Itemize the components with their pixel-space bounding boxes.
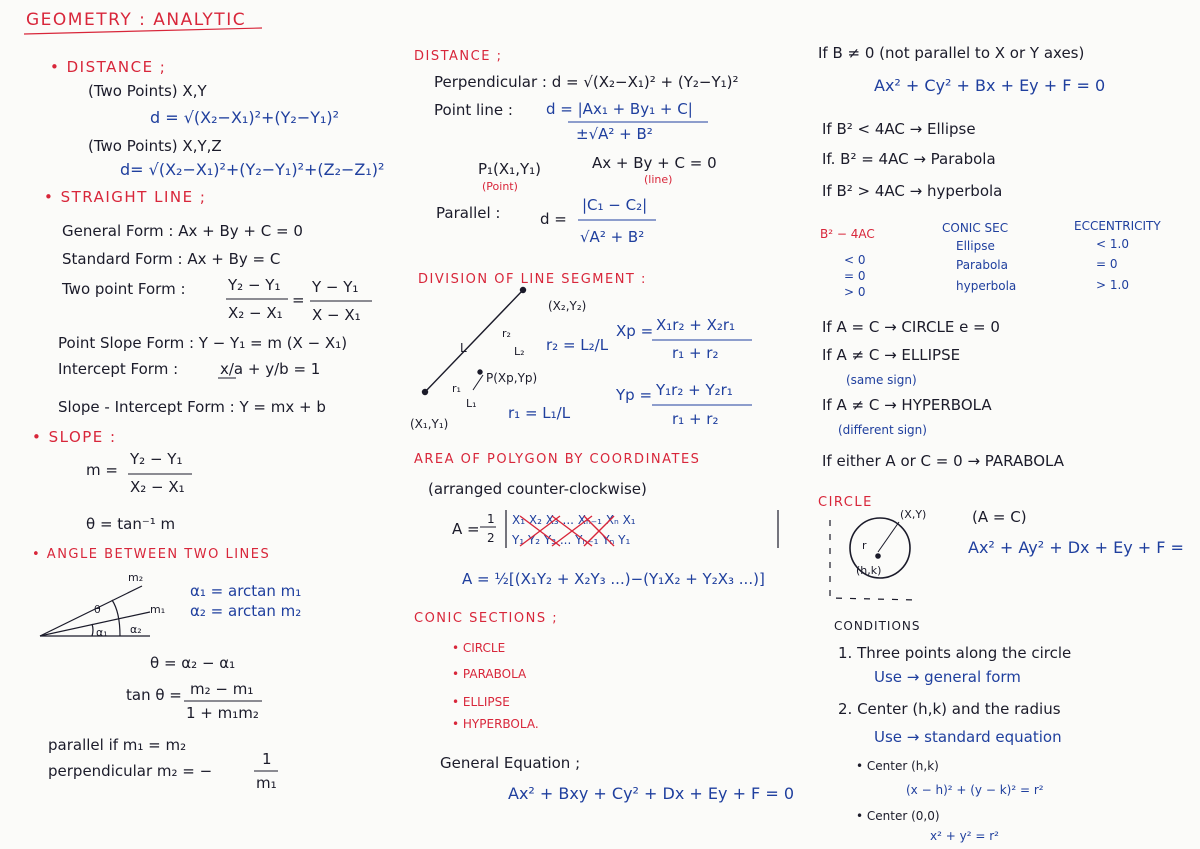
distance-2d-formula: d = √(X₂−X₁)²+(Y₂−Y₁)² — [150, 108, 340, 127]
segment-diagram — [423, 288, 526, 395]
discriminant-hyperbola: If B² > 4AC → hyperbola — [822, 182, 1003, 200]
general-form: General Form : Ax + By + C = 0 — [62, 222, 303, 240]
table-disc-row1: < 0 — [844, 253, 866, 267]
table-ecc-row1: < 1.0 — [1096, 237, 1129, 251]
circle-diagram — [830, 518, 918, 600]
intercept-form-eq: x/a + y/b = 1 — [220, 360, 321, 378]
table-disc-row2: = 0 — [844, 269, 866, 283]
distance-3d-formula: d= √(X₂−X₁)²+(Y₂−Y₁)²+(Z₂−Z₁)² — [120, 160, 385, 179]
line-note: (line) — [644, 173, 673, 186]
center-00-label: • Center (0,0) — [856, 809, 940, 823]
a-not-c-ellipse: If A ≠ C → ELLIPSE — [822, 346, 961, 364]
condition-1-use: Use → general form — [874, 668, 1021, 686]
point-line-den: ±√A² + B² — [576, 125, 653, 143]
line-equation: Ax + By + C = 0 — [592, 154, 717, 172]
segment-l: L — [460, 341, 467, 355]
line-m1 — [40, 612, 150, 639]
standard-form: Standard Form : Ax + By = C — [62, 250, 281, 268]
circle-heading: CIRCLE — [818, 495, 873, 510]
two-points-xy-label: (Two Points) X,Y — [88, 82, 207, 100]
label-alpha1: α₁ — [96, 626, 108, 639]
endpoint-2 — [521, 288, 526, 293]
discriminant-ellipse: If B² < 4AC → Ellipse — [822, 120, 976, 138]
slope-denominator: X₂ − X₁ — [130, 478, 185, 496]
two-point-form-label: Two point Form : — [62, 280, 186, 298]
table-disc-row3: > 0 — [844, 285, 866, 299]
two-point-lhs-den: X₂ − X₁ — [228, 304, 283, 322]
two-point-rhs-num: Y − Y₁ — [312, 278, 359, 296]
point-x1y1: (X₁,Y₁) — [410, 417, 449, 431]
segment-line — [425, 290, 523, 395]
r2-formula: r₂ = L₂/L — [546, 336, 609, 354]
conic-list-circle: • CIRCLE — [452, 641, 506, 655]
conic-sections-heading: CONIC SECTIONS ; — [414, 611, 559, 626]
area-a-label: A = — [452, 520, 480, 538]
point-p1: P₁(X₁,Y₁) — [478, 160, 541, 178]
title-underline — [24, 28, 262, 34]
center-hk-label: • Center (h,k) — [856, 759, 939, 773]
parallel-den: √A² + B² — [580, 228, 645, 246]
point-note: (Point) — [482, 180, 518, 193]
parallel-label: Parallel : — [436, 204, 501, 222]
a-not-c-hyperbola: If A ≠ C → HYPERBOLA — [822, 396, 992, 414]
yp-numerator: Y₁r₂ + Y₂r₁ — [656, 381, 733, 399]
parallel-num: |C₁ − C₂| — [582, 196, 648, 214]
point-slope-form: Point Slope Form : Y − Y₁ = m (X − X₁) — [58, 334, 348, 352]
alpha2-formula: α₂ = arctan m₂ — [190, 602, 302, 620]
fraction-bars-col1 — [128, 299, 372, 771]
table-conic-row3: hyperbola — [956, 279, 1017, 293]
tan-theta-den: 1 + m₁m₂ — [186, 704, 259, 722]
condition-2-use: Use → standard equation — [874, 728, 1062, 746]
segment-l2: L₂ — [514, 345, 525, 358]
discriminant-parabola: If. B² = 4AC → Parabola — [822, 150, 996, 168]
angle-between-lines-heading: • ANGLE BETWEEN TWO LINES — [32, 547, 271, 562]
endpoint-1 — [423, 390, 428, 395]
tan-theta-label: tan θ = — [126, 686, 182, 704]
general-equation-label: General Equation ; — [440, 754, 581, 772]
arc-alpha1 — [92, 624, 93, 636]
point-line-num: d = |Ax₁ + By₁ + C| — [546, 100, 693, 118]
table-conic-row1: Ellipse — [956, 239, 995, 253]
conic-list-parabola: • PARABOLA — [452, 667, 527, 681]
conditions-heading: CONDITIONS — [834, 619, 921, 633]
table-header-conic: CONIC SEC — [942, 221, 1009, 235]
theta-difference: θ = α₂ − α₁ — [150, 654, 236, 672]
slope-heading: • SLOPE : — [32, 428, 117, 446]
fraction-bars-col2 — [568, 122, 752, 405]
circle-a-equals-c: (A = C) — [972, 508, 1027, 526]
table-header-discriminant: B² − 4AC — [820, 227, 875, 241]
r1-formula: r₁ = L₁/L — [508, 404, 571, 422]
table-ecc-row3: > 1.0 — [1096, 278, 1129, 292]
xp-numerator: X₁r₂ + X₂r₁ — [656, 316, 736, 334]
intercept-form-label: Intercept Form : — [58, 360, 179, 378]
slope-numerator: Y₂ − Y₁ — [130, 450, 183, 468]
xp-denominator: r₁ + r₂ — [672, 344, 719, 362]
alpha1-formula: α₁ = arctan m₁ — [190, 582, 302, 600]
segment-r1: r₁ — [452, 382, 461, 395]
perpendicular-distance: Perpendicular : d = √(X₂−X₁)² + (Y₂−Y₁)² — [434, 73, 739, 91]
center-dot — [876, 554, 880, 558]
point-line-label: Point line : — [434, 101, 513, 119]
conic-list-ellipse: • ELLIPSE — [452, 695, 510, 709]
area-half-den: 2 — [487, 531, 495, 545]
center-hk-equation: (x − h)² + (y − k)² = r² — [906, 783, 1044, 797]
tan-theta-num: m₂ − m₁ — [190, 680, 254, 698]
condition-2: 2. Center (h,k) and the radius — [838, 700, 1061, 718]
slope-intercept-form: Slope - Intercept Form : Y = mx + b — [58, 398, 326, 416]
table-ecc-row2: = 0 — [1096, 257, 1118, 271]
arc-alpha2 — [112, 600, 120, 636]
center-00-equation: x² + y² = r² — [930, 829, 999, 843]
area-sum-formula: A = ½[(X₁Y₂ + X₂Y₃ ...)−(Y₁X₂ + Y₂X₃ ...)] — [462, 570, 765, 588]
two-point-lhs-num: Y₂ − Y₁ — [228, 276, 281, 294]
parallel-condition: parallel if m₁ = m₂ — [48, 736, 187, 754]
equation-no-xy: Ax² + Cy² + Bx + Ey + F = 0 — [874, 76, 1106, 95]
circle-center-label: (h,k) — [856, 564, 882, 577]
label-m2: m₂ — [128, 571, 144, 584]
conic-list-hyperbola: • HYPERBOLA. — [452, 717, 539, 731]
point-x2y2: (X₂,Y₂) — [548, 299, 587, 313]
point-p: P(Xp,Yp) — [486, 371, 538, 385]
label-theta: θ — [94, 603, 101, 616]
a-equals-c-circle: If A = C → CIRCLE e = 0 — [822, 318, 1000, 336]
radius-line — [878, 522, 899, 552]
angle-diagram — [40, 586, 150, 639]
xp-label: Xp = — [616, 322, 654, 340]
circle-radius-label: r — [862, 539, 867, 552]
same-sign-note: (same sign) — [846, 373, 917, 387]
straight-line-heading: • STRAIGHT LINE ; — [44, 188, 207, 206]
table-header-eccentricity: ECCENTRICITY — [1074, 219, 1161, 233]
different-sign-note: (different sign) — [838, 423, 927, 437]
circle-shape — [850, 518, 910, 578]
perp-den: m₁ — [256, 774, 277, 792]
division-heading: DIVISION OF LINE SEGMENT : — [418, 272, 647, 287]
area-cross-arrows — [520, 516, 614, 546]
segment-r2: r₂ — [502, 327, 511, 340]
perpendicular-condition: perpendicular m₂ = − — [48, 762, 213, 780]
if-b-nonzero: If B ≠ 0 (not parallel to X or Y axes) — [818, 44, 1085, 62]
condition-1: 1. Three points along the circle — [838, 644, 1072, 662]
yp-label: Yp = — [616, 386, 653, 404]
p-pointer — [473, 375, 483, 390]
theta-arctan: θ = tan⁻¹ m — [86, 515, 176, 533]
slope-m-label: m = — [86, 461, 118, 479]
area-polygon-heading: AREA OF POLYGON BY COORDINATES — [414, 452, 701, 467]
label-alpha2: α₂ — [130, 623, 142, 636]
distance-heading: • DISTANCE ; — [50, 58, 167, 76]
point-p-dot — [478, 370, 482, 374]
either-zero-parabola: If either A or C = 0 → PARABOLA — [822, 452, 1065, 470]
segment-l1: L₁ — [466, 397, 477, 410]
general-equation: Ax² + Bxy + Cy² + Dx + Ey + F = 0 — [508, 784, 795, 803]
area-half-num: 1 — [487, 512, 495, 526]
distance-heading-2: DISTANCE ; — [414, 49, 503, 64]
equals-sign: = — [292, 291, 305, 309]
area-determinant — [454, 510, 778, 548]
perp-num: 1 — [262, 750, 272, 768]
circle-general-equation: Ax² + Ay² + Dx + Ey + F = — [968, 538, 1184, 557]
area-note: (arranged counter-clockwise) — [428, 480, 647, 498]
line-m2 — [40, 586, 142, 639]
yp-denominator: r₁ + r₂ — [672, 410, 719, 428]
page-title: GEOMETRY : ANALYTIC — [26, 10, 247, 30]
two-point-rhs-den: X − X₁ — [312, 306, 361, 324]
area-det-top: X₁ X₂ X₃ ... Xₙ₋₁ Xₙ X₁ — [512, 513, 636, 527]
two-points-xyz-label: (Two Points) X,Y,Z — [88, 137, 222, 155]
circle-point-xy: (X,Y) — [900, 508, 927, 521]
label-m1: m₁ — [150, 603, 166, 616]
parallel-d: d = — [540, 210, 567, 228]
area-det-bottom: Y₁ Y₂ Y₃ ... Yₙ₋₁ Yₙ Y₁ — [512, 533, 631, 547]
table-conic-row2: Parabola — [956, 258, 1008, 272]
